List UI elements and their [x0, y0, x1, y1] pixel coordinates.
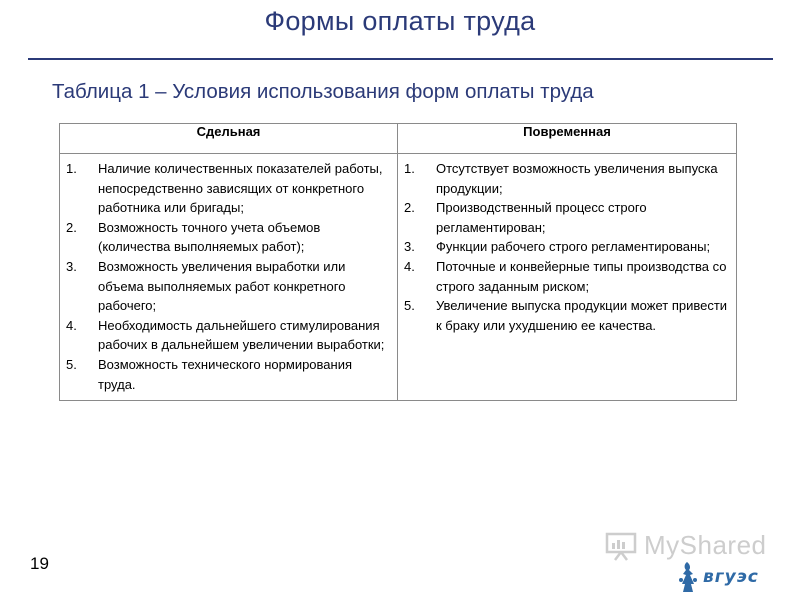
list-item-text: Увеличение выпуска продукции может привести к браку или ухудшению ее качества. [436, 298, 728, 333]
wage-forms-table [59, 123, 737, 401]
list-item: 1. Отсутствует возможность увеличения выпуска продукции; [404, 159, 730, 198]
university-logo [677, 560, 759, 594]
table-body-row [60, 154, 737, 401]
list-item: 3. Возможность увеличения выработки или объема выполняемых работ конкретного рабочего; [66, 257, 391, 316]
list-item-text: Необходимость дальнейшего стимулирования рабочих в дальнейшем увеличении выработки; [98, 317, 385, 353]
university-emblem-icon [677, 560, 699, 594]
myshared-watermark[interactable] [604, 530, 767, 561]
list-item-text: Возможность точного учета объемов (количества выполняемых работ); [98, 219, 321, 255]
list-item-text: Отсутствует возможность увеличения выпуска продукции; [436, 161, 718, 196]
logo-text: вгуэс [703, 567, 759, 587]
piecework-conditions-list [66, 159, 391, 394]
list-item: 3. Функции рабочего строго регламентированы; [404, 237, 730, 257]
presentation-board-icon [604, 531, 638, 561]
list-item: 5. Увеличение выпуска продукции может привести к браку или ухудшению ее качества. [404, 296, 730, 335]
list-item: 2. Производственный процесс строго регламентирован; [404, 198, 730, 237]
column-header-piecework: Сдельная [60, 124, 398, 154]
page-number: 19 [30, 554, 49, 573]
piecework-cell [60, 154, 398, 401]
list-item-text: Производственный процесс строго регламентирован; [436, 200, 647, 235]
title-divider [28, 58, 773, 60]
table-caption: Таблица 1 – Условия использования форм оплаты труда [52, 80, 594, 103]
list-item: 1. Наличие количественных показателей работы, непосредственно зависящих от конкретного работника или бригады; [66, 159, 391, 218]
list-item: 2. Возможность точного учета объемов (количества выполняемых работ); [66, 218, 391, 257]
list-item-text: Наличие количественных показателей работы, непосредственно зависящих от конкретного работника или бригады; [98, 161, 383, 216]
list-item-text: Поточные и конвейерные типы производства со строго заданным риском; [436, 258, 727, 294]
list-item-text: Возможность увеличения выработки или объема выполняемых работ конкретного рабочего; [98, 258, 346, 314]
column-header-time-based: Повременная [398, 124, 737, 154]
table-header-row [60, 124, 737, 154]
slide-title: Формы оплаты труда [264, 6, 536, 36]
list-item: 5. Возможность технического нормирования труда. [66, 355, 391, 394]
list-item-text: Функции рабочего строго регламентированы; [436, 239, 711, 255]
list-item: 4. Поточные и конвейерные типы производства со строго заданным риском; [404, 257, 730, 296]
list-item: 4. Необходимость дальнейшего стимулирования рабочих в дальнейшем увеличении выработки; [66, 316, 391, 355]
time-based-conditions-list [404, 159, 730, 335]
watermark-text: MyShared [644, 530, 767, 560]
time-based-cell [398, 154, 737, 401]
list-item-text: Возможность технического нормирования труда. [98, 356, 353, 392]
